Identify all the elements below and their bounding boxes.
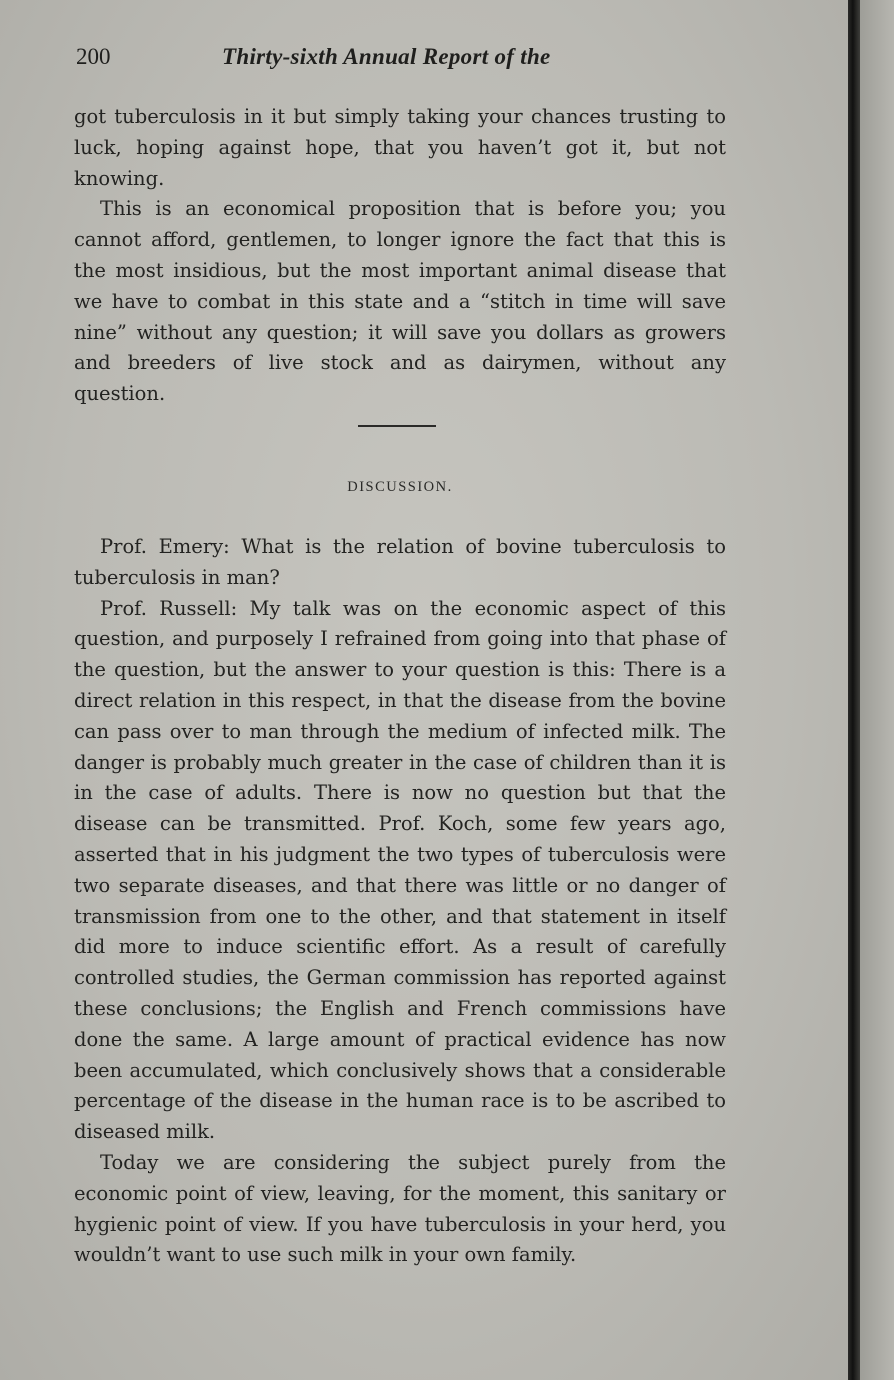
page-number: 200 xyxy=(76,44,111,69)
paragraph-russell-answer: Prof. Russell: My talk was on the economic aspect of this question, and purposely I refrained from going into that phase of the question, but the answer to your question is this: There is a direct relation in this respect, in that the disease from the bovine can pass over to man through the medium of infected milk. The danger is probably much greater in the case of children than it is in the case of adults. There is now no question but that the disease can be transmitted. Prof. Koch, some few years ago, asserted that in his judgment the two types of tuberculosis were two separate diseases, and that there was little or no danger of transmission from one to the other, and that statement in itself did more to induce scientific effort. As a result of carefully controlled studies, the German commission has reported against these conclusions; the English and French commissions have done the same. A large amount of practical evidence has now been accumulated, which conclusively shows that a considerable percentage of the disease in the human race is to be ascribed to diseased milk. xyxy=(74,596,726,1144)
section-heading: DISCUSSION. xyxy=(347,479,453,495)
running-title: Thirty-sixth Annual Report of the xyxy=(222,44,551,69)
scan-margin xyxy=(860,0,894,1380)
section-divider-rule xyxy=(358,425,436,427)
body-text-discussion xyxy=(74,532,726,1271)
paragraph-emery-question: Prof. Emery: What is the relation of bovine tuberculosis to tuberculosis in man? xyxy=(74,535,726,589)
page-binding-edge xyxy=(848,0,860,1380)
paragraph: This is an economical proposition that is before you; you cannot afford, gentlemen, to longer ignore the fact that this is the most insidious, but the most important animal disease that we have to combat in this state and a “stitch in time will save nine” without any question; it will save you dollars as growers and breeders of live stock and as dairymen, without any question. xyxy=(74,197,726,406)
body-text-top xyxy=(74,102,726,410)
paragraph-continuation: got tuberculosis in it but simply taking your chances trusting to luck, hoping against hope, that you haven’t got it, but not knowing. xyxy=(74,105,726,190)
paragraph-economic-view: Today we are considering the subject purely from the economic point of view, leaving, for the moment, this sanitary or hygienic point of view. If you have tuberculosis in your herd, you wouldn’t want to use such milk in your own family. xyxy=(74,1150,726,1267)
page-header xyxy=(72,44,732,78)
